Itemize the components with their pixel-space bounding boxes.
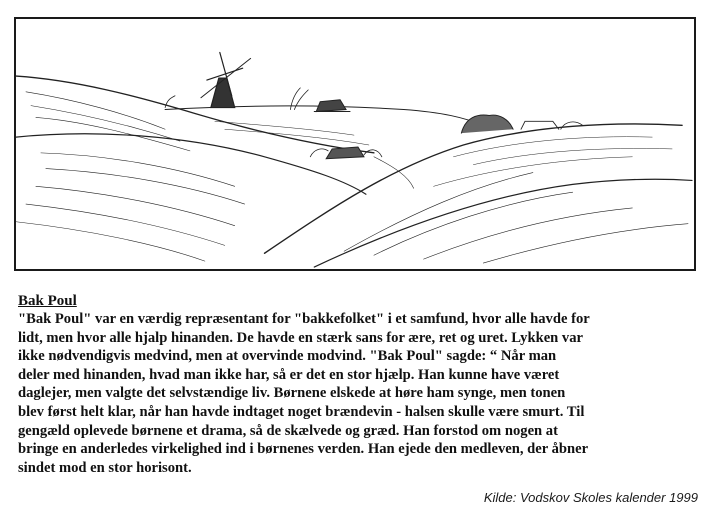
article-body	[18, 310, 704, 477]
body-line: sindet mod en stor horisont.	[18, 459, 192, 476]
body-line: ikke nødvendigvis medvind, men at overvinde modvind. "Bak Poul" sagde: “ Når man	[18, 348, 557, 365]
article-title: Bak Poul	[18, 293, 77, 309]
article	[18, 292, 704, 477]
body-line: daglejer, men valgte det selvstændige liv. Børnene elskede at høre ham synge, men tonen	[18, 385, 566, 402]
body-line: "Bak Poul" var en værdig repræsentant for "bakkefolket" i et samfund, hvor alle havde for	[18, 311, 590, 327]
landscape-illustration	[14, 17, 696, 271]
body-line: bringe en anderledes virkelighed ind i børnenes verden. Han ejede den medleven, der åbner	[18, 441, 589, 458]
body-line: lidt, men hvor alle hjalp hinanden. De havde en stærk sans for ære, ret og uret. Lykken var	[18, 329, 584, 346]
body-line: blev først helt klar, når han havde indtaget noget brændevin - halsen skulle være smurt. Til	[18, 403, 585, 420]
body-line: gengæld oplevede børnene et drama, så de skælvede og græd. Han forstod om nogen at	[18, 422, 558, 439]
hills-sketch	[16, 19, 694, 269]
body-line: deler med hinanden, hvad man ikke har, så er det en stor hjælp. Han kunne have været	[18, 366, 560, 383]
source-credit: Kilde: Vodskov Skoles kalender 1999	[483, 490, 698, 505]
